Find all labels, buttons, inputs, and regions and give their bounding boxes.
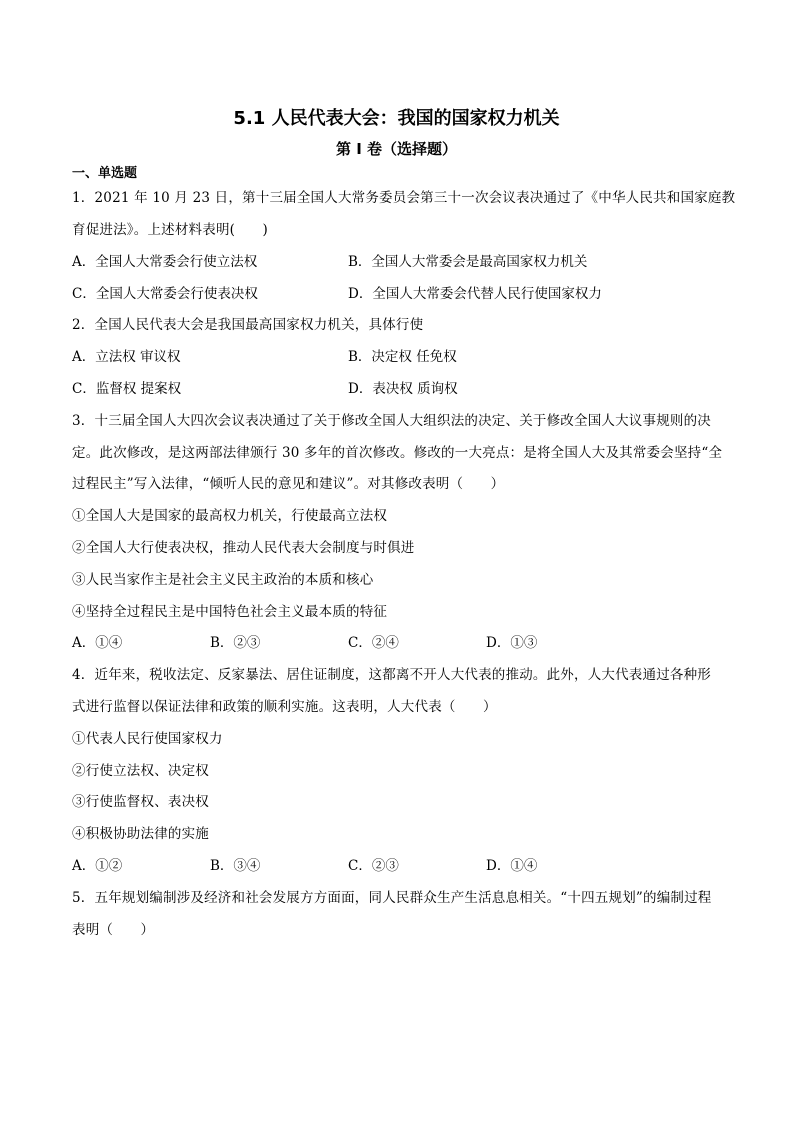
question-2-option-b: B．决定权 任免权 bbox=[348, 349, 457, 365]
question-1-option-d: D．全国人大常委会代替人民行使国家权力 bbox=[348, 286, 602, 302]
question-5-text-line-1: 5．五年规划编制涉及经济和社会发展方方面面，同人民群众生产生活息息相关。“十四五规划”的编制过程 bbox=[72, 890, 712, 906]
question-2-text-line-1: 2．全国人民代表大会是我国最高国家权力机关，具体行使 bbox=[72, 317, 424, 333]
question-3-statement-3: ③人民当家作主是社会主义民主政治的本质和核心 bbox=[72, 572, 374, 588]
question-4-text-line-1: 4．近年来，税收法定、反家暴法、居住证制度，这都离不开人大代表的推动。此外，人大代表通过各种形 bbox=[72, 667, 711, 683]
question-1-option-a: A．全国人大常委会行使立法权 bbox=[72, 254, 258, 270]
page-title: 5.1 人民代表大会：我国的国家权力机关 bbox=[233, 108, 560, 129]
question-3-text-line-2: 定。此次修改，是这两部法律颁行 30 多年的首次修改。修改的一大亮点：是将全国人大及其常委会坚持“全 bbox=[72, 445, 723, 461]
question-4-statement-3: ③行使监督权、表决权 bbox=[72, 794, 209, 810]
question-4-statement-1: ①代表人民行使国家权力 bbox=[72, 731, 223, 747]
question-2-option-c: C．监督权 提案权 bbox=[72, 381, 182, 397]
question-4-option-a: A．①② bbox=[72, 858, 123, 874]
question-3-option-c: C．②④ bbox=[348, 635, 399, 651]
question-3-option-a: A．①④ bbox=[72, 635, 123, 651]
question-1-text-line-2: 育促进法》。上述材料表明( ) bbox=[72, 222, 268, 238]
question-4-text-line-2: 式进行监督以保证法律和政策的顺利实施。这表明，人大代表（ ） bbox=[72, 699, 497, 715]
question-5-text-line-2: 表明（ ） bbox=[72, 922, 155, 938]
question-2-option-a: A．立法权 审议权 bbox=[72, 349, 181, 365]
question-4-statement-2: ②行使立法权、决定权 bbox=[72, 763, 209, 779]
question-2-option-d: D．表决权 质询权 bbox=[348, 381, 458, 397]
question-1-option-b: B．全国人大常委会是最高国家权力机关 bbox=[348, 254, 588, 270]
question-4-option-c: C．②③ bbox=[348, 858, 399, 874]
question-4-option-b: B．③④ bbox=[210, 858, 261, 874]
question-1-text-line-1: 1．2021 年 10 月 23 日，第十三届全国人大常务委员会第三十一次会议表决通过了《中华人民共和国家庭教 bbox=[72, 190, 736, 206]
question-3-text-line-1: 3．十三届全国人大四次会议表决通过了关于修改全国人大组织法的决定、关于修改全国人大议事规则的决 bbox=[72, 413, 711, 429]
section-heading: 一、单选题 bbox=[72, 166, 138, 181]
question-4-option-d: D．①④ bbox=[486, 858, 538, 874]
question-3-text-line-3: 过程民主”写入法律，“倾听人民的意见和建议”。对其修改表明（ ） bbox=[72, 476, 505, 492]
question-3-statement-4: ④坚持全过程民主是中国特色社会主义最本质的特征 bbox=[72, 604, 388, 620]
question-3-statement-1: ①全国人大是国家的最高权力机关，行使最高立法权 bbox=[72, 508, 388, 524]
question-4-statement-4: ④积极协助法律的实施 bbox=[72, 826, 209, 842]
question-1-option-c: C．全国人大常委会行使表决权 bbox=[72, 286, 258, 302]
question-3-option-d: D．①③ bbox=[486, 635, 538, 651]
question-3-option-b: B．②③ bbox=[210, 635, 261, 651]
page-subtitle: 第 I 卷（选择题） bbox=[335, 140, 458, 158]
question-3-statement-2: ②全国人大行使表决权，推动人民代表大会制度与时俱进 bbox=[72, 540, 415, 556]
